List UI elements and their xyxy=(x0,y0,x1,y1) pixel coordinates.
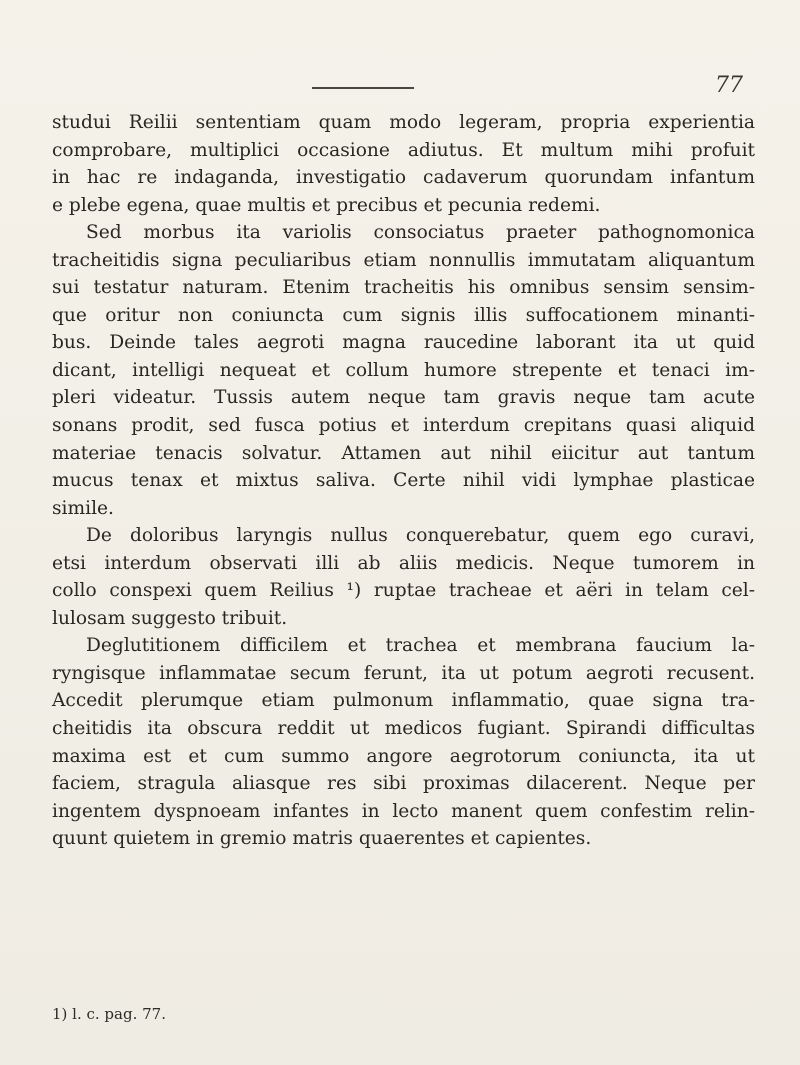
text-line: bus. Deinde tales aegroti magna raucedine laborant ita ut quid xyxy=(52,332,755,354)
text-line: dicant, intelligi nequeat et collum humore strepente et tenaci im- xyxy=(52,359,755,381)
page-number: 77 xyxy=(715,73,743,98)
body-text xyxy=(52,109,755,853)
text-line: que oritur non coniuncta cum signis illis suffocationem minanti- xyxy=(52,304,755,326)
text-line: studui Reilii sententiam quam modo legeram, propria experientia xyxy=(52,112,755,133)
text-line: lulosam suggesto tribuit. xyxy=(52,607,288,629)
text-line: cheitidis ita obscura reddit ut medicos fugiant. Spirandi difficultas xyxy=(52,718,755,740)
text-line: in hac re indaganda, investigatio cadaverum quorundam infantum xyxy=(52,167,755,189)
text-line: sonans prodit, sed fusca potius et interdum crepitans quasi aliquid xyxy=(52,415,755,437)
text-line: ryngisque inflammatae secum ferunt, ita ut potum aegroti recusent. xyxy=(52,662,755,684)
footnote: 1) l. c. pag. 77. xyxy=(52,1005,166,1023)
text-line: sui testatur naturam. Etenim tracheitis his omnibus sensim sensim- xyxy=(52,277,755,299)
text-line: ingentem dyspnoeam infantes in lecto manent quem confestim relin- xyxy=(52,800,755,822)
text-line: mucus tenax et mixtus saliva. Certe nihil vidi lymphae plasticae xyxy=(52,470,755,492)
text-line: collo conspexi quem Reilius ¹) ruptae tracheae et aëri in telam cel- xyxy=(52,580,755,602)
text-line: Deglutitionem difficilem et trachea et membrana faucium la- xyxy=(86,635,755,657)
text-line: pleri videatur. Tussis autem neque tam gravis neque tam acute xyxy=(52,387,755,409)
text-line: tracheitidis signa peculiaribus etiam nonnullis immutatam aliquantum xyxy=(52,249,755,271)
header-rule xyxy=(312,87,414,89)
text-line: faciem, stragula aliasque res sibi proximas dilacerent. Neque per xyxy=(52,773,755,795)
text-line: etsi interdum observati illi ab aliis medicis. Neque tumorem in xyxy=(52,552,755,574)
text-line: simile. xyxy=(52,497,114,519)
text-line: quunt quietem in gremio matris quaerentes et capientes. xyxy=(52,828,592,850)
text-line: comprobare, multiplici occasione adiutus. Et multum mihi profuit xyxy=(52,139,755,161)
text-line: materiae tenacis solvatur. Attamen aut nihil eiicitur aut tantum xyxy=(52,442,755,464)
text-line: Accedit plerumque etiam pulmonum inflammatio, quae signa tra- xyxy=(52,690,755,712)
text-line: e plebe egena, quae multis et precibus et pecunia redemi. xyxy=(52,194,601,216)
text-line: De doloribus laryngis nullus conquerebatur, quem ego curavi, xyxy=(86,525,755,547)
text-line: maxima est et cum summo angore aegrotorum coniuncta, ita ut xyxy=(52,745,755,767)
text-line: Sed morbus ita variolis consociatus praeter pathognomonica xyxy=(86,222,755,244)
